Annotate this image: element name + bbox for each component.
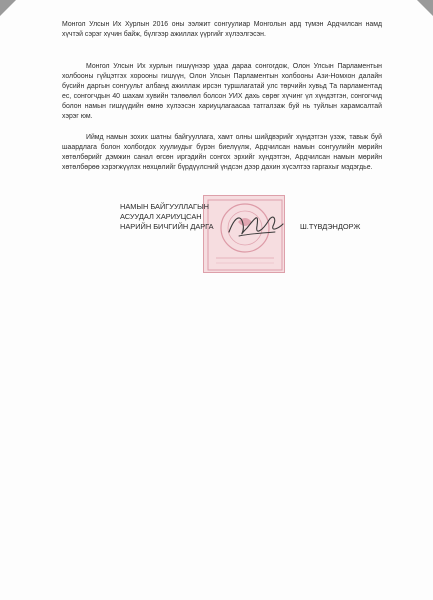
signer-name: Ш.ТҮВДЭНДОРЖ [300, 222, 361, 231]
paragraph-3: Иймд намын зохих шатны байгууллага, хамт олны шийдвэрийг хүндэтгэн үзэж, тавьж буй шаардлага болон холбогдох хуулиудыг бүрэн биелүүлж, Ардчилсан намын сонгуулийн мөрийн хөтөлбөрийг дэмжин санал өгсөн иргэдийн сонгох эрхийг хүндэтгэн, Ардчилсан намын мөрийн хөтөлбөрөө хэрэгжүүлэх нөхцөлийг бүрдүүлсний үндсэн дээр дахин хүсэлтээ гаргахыг мэдэгдье. [62, 134, 382, 171]
page-corner-fold-left [0, 0, 16, 16]
signature-title-line-2: АСУУДАЛ ХАРИУЦСАН [120, 212, 202, 221]
page-corner-fold-right [417, 0, 433, 16]
signature-title-line-1: НАМЫН БАЙГУУЛЛАГЫН [120, 202, 209, 211]
paragraph-1: Монгол Улсын Их Хурлын 2016 оны ээлжит сонгуулиар Монголын ард түмэн Ардчилсан намд хүчтэй сэрэг хүчин байж, бүлгээр ажиллах үүргийг хүлээлгэсэн. [62, 21, 382, 38]
signature-title-block [120, 202, 214, 232]
signature-title-line-3: НАРИЙН БИЧГИЙН ДАРГА [120, 222, 214, 231]
paragraph-2: Монгол Улсын Их хурлын гишүүнээр удаа дараа сонгогдож, Олон Улсын Парламентын холбооны гүйцэтгэх хорооны гишүүн, Олон Улсын Парламентын холбооны Ази-Номхон далайн бүсийн даргын сонгуульт албанд ажиллаж ирсэн туршлагатай улс төрчийн хувьд Та парламентад ес, сонгогчдын 40 шахам хувийн тэлөөлөл болсон УИХ дахь сөрөг хүчинг үл хүндэтгэн, сонгогчид болон намын гишүүдийн өмнө хүлээсэн хариуцлагаасаа татгалзаж буй нь туйлын харамсалтай хэрэг юм. [62, 63, 382, 120]
handwritten-signature [225, 206, 285, 246]
